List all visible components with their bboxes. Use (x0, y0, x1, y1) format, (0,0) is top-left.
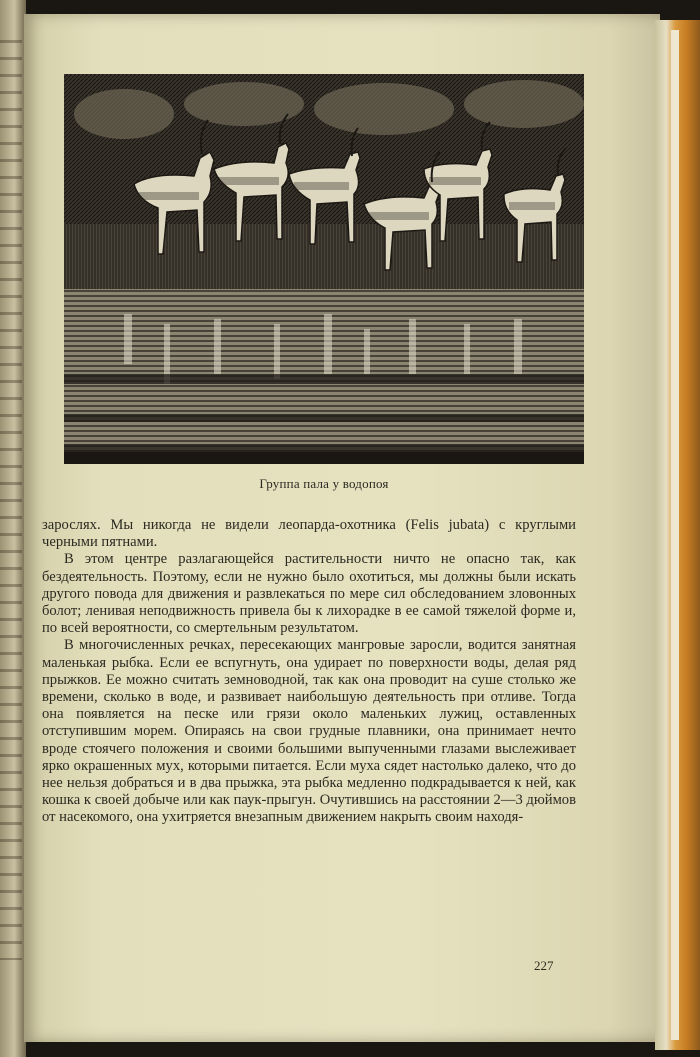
impala-engraving (64, 74, 584, 464)
figure-caption: Группа пала у водопоя (259, 476, 389, 491)
page-block-edge (671, 30, 679, 1040)
page-number: 227 (534, 958, 554, 973)
paragraph-3: В многочисленных речках, пересекающих мангровые заросли, водится занятная маленькая рыбка. Если ее вспугнуть, она удирает по поверхности воды, делая ряд прыжков. Ее можно считать земноводной, так как она проводит на суше столько же времени, сколько в воде, и развивает наибольшую деятельность при отливе. Тогда она появляется на песке или грязи около маленьких лужиц, оставленных отступившим морем. Опираясь на свои грудные плавники, она принимает нечто вроде стоячего положения и своими большими выпученными глазами выслеживает ярко окрашенных мух, которыми питается. Если муха сядет настолько далеко, что до нее нельзя добраться и в два прыжка, эта рыбка медленно подкрадывается к ней, как кошка к своей добыче или как паук-прыгун. Очутившись на расстоянии 2—3 дюймов от насекомого, она ухитряется внезапным движением накрыть своим находя- (42, 637, 576, 826)
book-page (24, 14, 660, 1042)
adjacent-page-text (0, 40, 22, 960)
adjacent-page-edge (0, 0, 26, 1057)
paragraph-2: В этом центре разлагающейся растительности ничто не опасно так, как бездеятельность. Поэтому, если не нужно было охотиться, мы должны были искать другого повода для движения и развлекаться по мере сил обследованием зловонных болот; ленивая неподвижность привела бы к лихорадке в ее самой тяжелой форме и, по всей вероятности, со смертельным результатом. (42, 551, 576, 637)
paragraph-1: зарослях. Мы никогда не видели леопарда-охотника (Felis jubata) с круглыми черными пятнами. (42, 517, 576, 551)
body-text (42, 517, 576, 827)
